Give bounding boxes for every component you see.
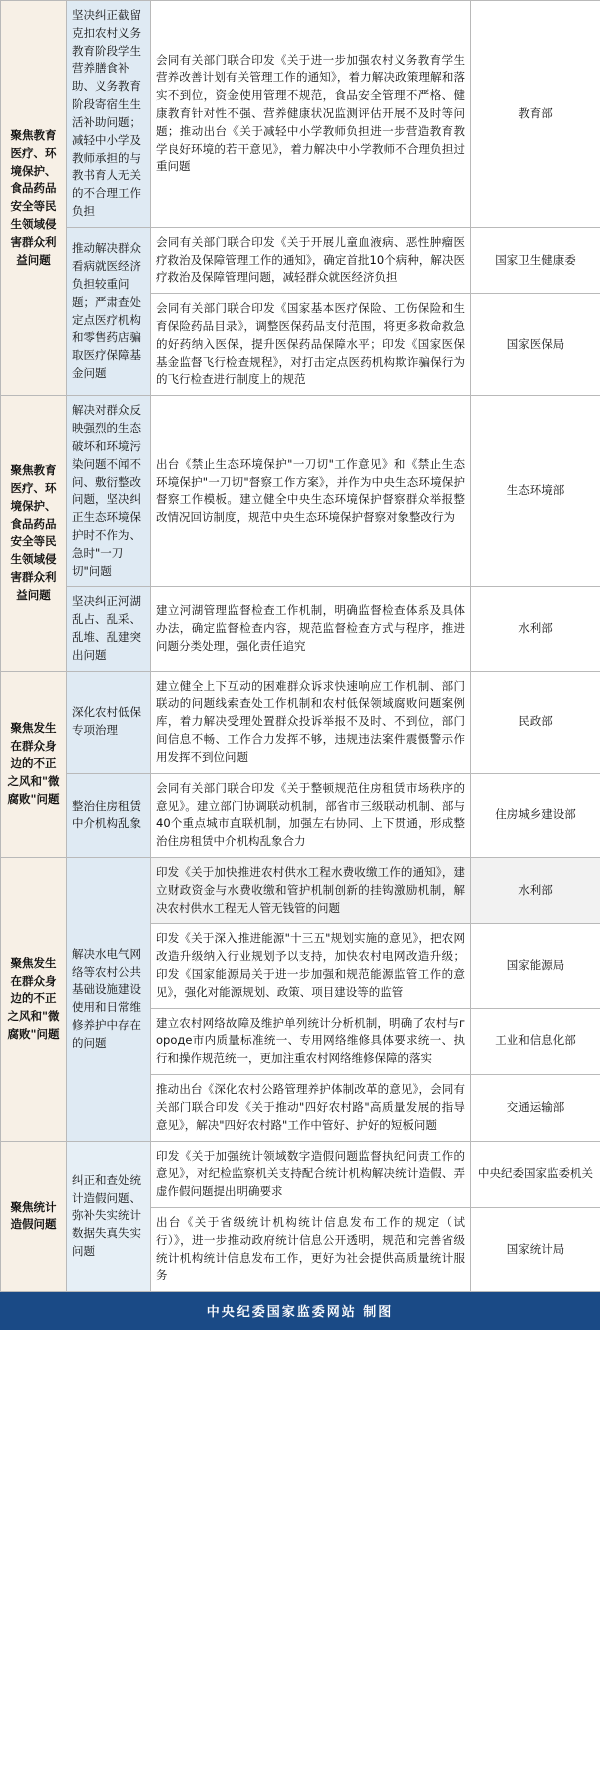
department-cell: 国家卫生健康委 [471, 227, 600, 293]
department-cell: 交通运输部 [471, 1075, 600, 1141]
table-body [1, 1, 600, 1292]
topic-cell: 推动解决群众看病就医经济负担较重问题；严肃查处定点医疗机构和零售药店骗取医疗保障基金问题 [67, 227, 151, 396]
measure-detail-cell: 会同有关部门联合印发《关于整顿规范住房租赁市场秩序的意见》。建立部门协调联动机制，部省市三级联动机制、部与40个重点城市直联机制，加强左右协同、上下贯通，形成整治住房租赁中介机构乱象合力 [151, 773, 471, 857]
measure-detail-cell: 会同有关部门联合印发《关于开展儿童血液病、恶性肿瘤医疗救治及保障管理工作的通知》，确定首批10个病种，解决医疗救治及保障管理问题，减轻群众就医经济负担 [151, 227, 471, 293]
department-cell: 水利部 [471, 857, 600, 923]
measure-detail-cell: 出台《禁止生态环境保护"一刀切"工作意见》和《禁止生态环境保护"一刀切"督察工作方案》，并作为中央生态环境保护督察工作模板。建立健全中央生态环境保护督察群众举报整改情况回访制度，规范中央生态环境保护督察对象整改行为 [151, 396, 471, 587]
topic-cell: 整治住房租赁中介机构乱象 [67, 773, 151, 857]
topic-cell: 解决水电气网络等农村公共基础设施建设使用和日常维修养护中存在的问题 [67, 857, 151, 1141]
table-row [1, 227, 600, 293]
measure-detail-cell: 建立农村网络故障及维护单列统计分析机制，明确了农村与городе市内质量标准统一、专用网络维修具体要求统一、执行和操作规范统一，更加注重农村网络维修保障的落实 [151, 1008, 471, 1074]
table-row [1, 587, 600, 671]
footer-credit: 中央纪委国家监委网站 制图 [0, 1292, 600, 1330]
department-cell: 国家统计局 [471, 1207, 600, 1291]
department-cell: 工业和信息化部 [471, 1008, 600, 1074]
department-cell: 国家能源局 [471, 924, 600, 1008]
topic-cell: 纠正和查处统计造假问题、弥补失实统计数据失真失实问题 [67, 1141, 151, 1292]
department-cell: 教育部 [471, 1, 600, 228]
measure-detail-cell: 建立健全上下互动的困难群众诉求快速响应工作机制、部门联动的问题线索查处工作机制和农村低保领域腐败问题案例库，着力解决受理处置群众投诉举报不及时、不到位，部门间信息不畅、工作合力发挥不够，违规违法案件震慑警示作用发挥不到位问题 [151, 671, 471, 773]
topic-cell: 坚决纠正截留克扣农村义务教育阶段学生营养膳食补助、义务教育阶段寄宿生生活补助问题；减轻中小学及教师承担的与教书育人无关的不合理工作负担 [67, 1, 151, 228]
topic-cell: 坚决纠正河湖乱占、乱采、乱堆、乱建突出问题 [67, 587, 151, 671]
table-row [1, 671, 600, 773]
category-cell: 聚焦教育医疗、环境保护、食品药品安全等民生领域侵害群众利益问题 [1, 1, 67, 396]
measure-detail-cell: 印发《关于加强统计领域数字造假问题监督执纪问责工作的意见》，对纪检监察机关支持配合统计机构解决统计造假、弄虚作假问题提出明确要求 [151, 1141, 471, 1207]
measure-detail-cell: 出台《关于省级统计机构统计信息发布工作的规定（试行）》，进一步推动政府统计信息公开透明，规范和完善省级统计机构统计信息发布工作，更好为社会提供高质量统计服务 [151, 1207, 471, 1291]
measure-detail-cell: 建立河湖管理监督检查工作机制，明确监督检查体系及具体办法，确定监督检查内容，规范监督检查方式与程序，推进问题分类处理，强化责任追究 [151, 587, 471, 671]
department-cell: 国家医保局 [471, 294, 600, 396]
measure-detail-cell: 会同有关部门联合印发《关于进一步加强农村义务教育学生营养改善计划有关管理工作的通知》，着力解决政策理解和落实不到位，资金使用管理不规范，食品安全管理不严格、健康教育针对性不强、营养健康状况监测评估开展不及时等问题；推动出台《关于减轻中小学教师负担进一步营造教育教学良好环境的若干意见》，着力解决中小学教师不合理负担过重问题 [151, 1, 471, 228]
topic-cell: 解决对群众反映强烈的生态破坏和环境污染问题不闻不问、敷衍整改问题，坚决纠正生态环境保护时不作为、急时"一刀切"问题 [67, 396, 151, 587]
measure-detail-cell: 推动出台《深化农村公路管理养护体制改革的意见》，会同有关部门联合印发《关于推动"四好农村路"高质量发展的指导意见》，解决"四好农村路"工作中管好、护好的短板问题 [151, 1075, 471, 1141]
department-cell: 水利部 [471, 587, 600, 671]
category-cell: 聚焦教育医疗、环境保护、食品药品安全等民生领域侵害群众利益问题 [1, 396, 67, 671]
table-row [1, 1, 600, 228]
department-cell: 生态环境部 [471, 396, 600, 587]
measure-detail-cell: 会同有关部门联合印发《国家基本医疗保险、工伤保险和生育保险药品目录》，调整医保药品支付范围，将更多救命救急的好药纳入医保，提升医保药品保障水平；印发《国家医保基金监督飞行检查规程》，对打击定点医药机构欺诈骗保行为的飞行检查进行制度上的规范 [151, 294, 471, 396]
category-cell: 聚焦发生在群众身边的不正之风和"微腐败"问题 [1, 857, 67, 1141]
category-cell: 聚焦统计造假问题 [1, 1141, 67, 1292]
table-row [1, 396, 600, 587]
table-row [1, 1141, 600, 1207]
measure-detail-cell: 印发《关于加快推进农村供水工程水费收缴工作的通知》，建立财政资金与水费收缴和管护机制创新的挂钩激励机制，解决农村供水工程无人管无钱管的问题 [151, 857, 471, 923]
topic-cell: 深化农村低保专项治理 [67, 671, 151, 773]
table-row [1, 857, 600, 923]
measure-detail-cell: 印发《关于深入推进能源"十三五"规划实施的意见》，把农网改造升级纳入行业规划予以支持，加快农村电网改造升级；印发《国家能源局关于进一步加强和规范能源监管工作的意见》，强化对能源规划、政策、项目建设等的监管 [151, 924, 471, 1008]
department-cell: 中央纪委国家监委机关 [471, 1141, 600, 1207]
table-row [1, 773, 600, 857]
department-cell: 住房城乡建设部 [471, 773, 600, 857]
category-cell: 聚焦发生在群众身边的不正之风和"微腐败"问题 [1, 671, 67, 857]
department-cell: 民政部 [471, 671, 600, 773]
